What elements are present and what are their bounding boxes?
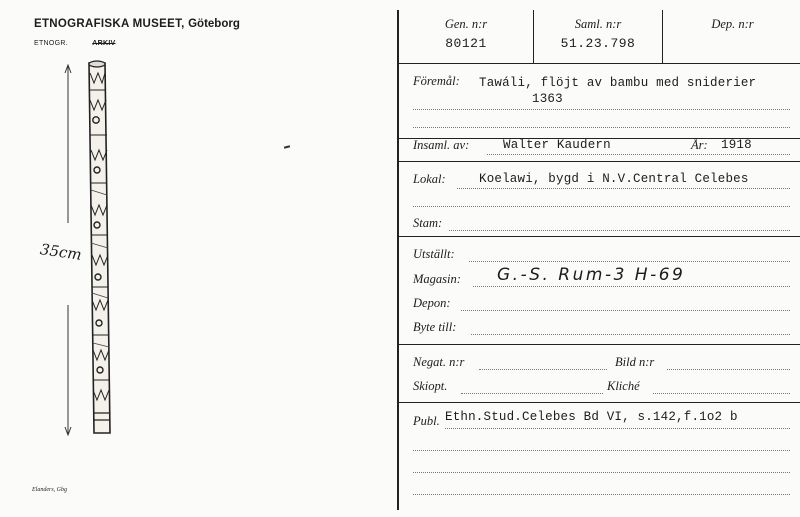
saml-nr-cell bbox=[533, 10, 662, 64]
separator bbox=[399, 161, 800, 162]
publ-label: Publ. bbox=[413, 414, 440, 428]
ar-value: 1918 bbox=[721, 138, 752, 152]
dep-nr-label: Dep. n:r bbox=[711, 17, 754, 31]
flute-body bbox=[89, 61, 110, 433]
saml-nr-label: Saml. n:r bbox=[574, 17, 622, 31]
kliche-dotted-line bbox=[653, 393, 790, 394]
byte-dotted-line bbox=[471, 334, 790, 335]
magasin-value: G.-S. Rum-3 H-69 bbox=[497, 265, 686, 285]
stam-label: Stam: bbox=[413, 216, 443, 230]
bild-dotted-line bbox=[667, 369, 790, 370]
lokal-value: Koelawi, bygd i N.V.Central Celebes bbox=[479, 172, 749, 186]
insaml-dotted-line bbox=[487, 154, 790, 155]
publ-dotted-line-3 bbox=[413, 472, 790, 473]
foremal-value-line2: 1363 bbox=[532, 92, 563, 106]
ink-mark bbox=[284, 145, 290, 148]
number-header bbox=[399, 10, 800, 64]
utstallt-label: Utställt: bbox=[413, 247, 455, 261]
insaml-label: Insaml. av: bbox=[413, 138, 470, 152]
magasin-label: Magasin: bbox=[413, 272, 461, 286]
arkiv-label: ARKIV bbox=[92, 40, 116, 47]
stam-dotted-line bbox=[449, 230, 790, 231]
lokal-dotted-line-2 bbox=[413, 206, 790, 207]
museum-name: ETNOGRAFISKA MUSEET, bbox=[34, 18, 185, 30]
etnogr-row bbox=[34, 40, 116, 47]
museum-city: Göteborg bbox=[188, 18, 240, 30]
skiopt-dotted-line bbox=[461, 393, 603, 394]
publ-dotted-line-4 bbox=[413, 494, 790, 495]
etnogr-label: ETNOGR. bbox=[34, 40, 68, 47]
skiopt-label: Skiopt. bbox=[413, 379, 448, 393]
printer-imprint: Elanders, Gbg bbox=[32, 487, 67, 493]
lokal-label: Lokal: bbox=[413, 172, 446, 186]
utstallt-dotted-line bbox=[469, 261, 790, 262]
museum-title bbox=[34, 18, 240, 30]
negat-dotted-line bbox=[479, 369, 607, 370]
saml-nr-value: 51.23.798 bbox=[560, 36, 636, 51]
kliche-label: Kliché bbox=[607, 379, 640, 393]
catalog-card-image-side bbox=[0, 0, 395, 517]
bild-label: Bild n:r bbox=[615, 355, 655, 369]
catalog-card-form bbox=[397, 10, 800, 510]
ar-label: År: bbox=[691, 138, 708, 152]
depon-dotted-line bbox=[461, 310, 790, 311]
byte-label: Byte till: bbox=[413, 320, 457, 334]
gen-nr-value: 80121 bbox=[445, 36, 487, 51]
insaml-value: Walter Kaudern bbox=[503, 138, 611, 152]
foremal-label: Föremål: bbox=[413, 74, 460, 88]
separator bbox=[399, 402, 800, 403]
gen-nr-label: Gen. n:r bbox=[444, 17, 488, 31]
gen-nr-cell bbox=[399, 10, 533, 64]
dep-nr-cell bbox=[662, 10, 800, 64]
publ-value: Ethn.Stud.Celebes Bd VI, s.142,f.1o2 b bbox=[445, 410, 738, 424]
lokal-dotted-line bbox=[457, 188, 790, 189]
depon-label: Depon: bbox=[413, 296, 451, 310]
magasin-dotted-line bbox=[473, 286, 790, 287]
separator bbox=[399, 236, 800, 237]
foremal-dotted-line-2 bbox=[413, 127, 790, 128]
publ-dotted-line bbox=[445, 428, 790, 429]
foremal-value: Tawáli, flöjt av bambu med sniderier bbox=[479, 76, 757, 90]
negat-label: Negat. n:r bbox=[413, 355, 465, 369]
separator bbox=[399, 344, 800, 345]
foremal-dotted-line bbox=[413, 109, 790, 110]
size-label: 35cm bbox=[38, 240, 83, 264]
publ-dotted-line-2 bbox=[413, 450, 790, 451]
